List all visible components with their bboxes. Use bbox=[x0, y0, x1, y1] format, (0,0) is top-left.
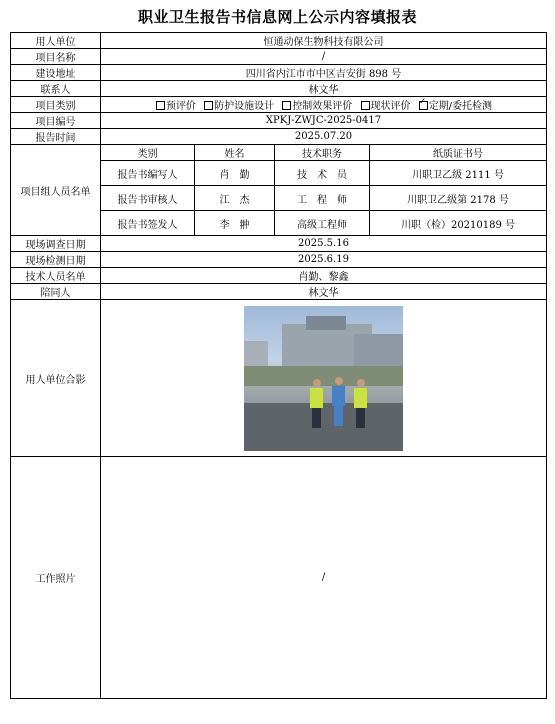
project-no-row bbox=[11, 113, 547, 129]
work-photo-row bbox=[11, 457, 547, 699]
team-name: 肖 勤 bbox=[195, 161, 275, 186]
team-name: 李 翀 bbox=[195, 211, 275, 236]
project-no-label: 项目编号 bbox=[11, 113, 101, 129]
team-header-row bbox=[11, 145, 547, 161]
report-time-label: 报告时间 bbox=[11, 129, 101, 145]
employer-row bbox=[11, 33, 547, 49]
escort-row bbox=[11, 284, 547, 300]
team-name: 江 杰 bbox=[195, 186, 275, 211]
tech-staff-row bbox=[11, 268, 547, 284]
project-name-row bbox=[11, 49, 547, 65]
team-header-cert: 纸质证书号 bbox=[370, 145, 547, 161]
address-value: 四川省内江市市中区吉安街 898 号 bbox=[101, 65, 547, 81]
team-label: 项目组人员名单 bbox=[11, 145, 101, 236]
report-time-row bbox=[11, 129, 547, 145]
contact-label: 联系人 bbox=[11, 81, 101, 97]
group-photo-label: 用人单位合影 bbox=[11, 300, 101, 457]
checkbox-pre-evaluation[interactable] bbox=[156, 101, 165, 110]
work-photo-value: / bbox=[101, 457, 547, 699]
survey-date-label: 现场调查日期 bbox=[11, 236, 101, 252]
option-control-effect: 控制效果评价 bbox=[292, 101, 353, 112]
option-protection-design: 防护设施设计 bbox=[214, 101, 275, 112]
team-title: 技 术 员 bbox=[275, 161, 370, 186]
escort-label: 陪同人 bbox=[11, 284, 101, 300]
page-title: 职业卫生报告书信息网上公示内容填报表 bbox=[137, 8, 417, 26]
project-name-value: / bbox=[101, 49, 547, 65]
group-photo-row bbox=[11, 300, 547, 457]
test-date-label: 现场检测日期 bbox=[11, 252, 101, 268]
checkbox-status-evaluation[interactable] bbox=[361, 101, 370, 110]
team-title: 高级工程师 bbox=[275, 211, 370, 236]
team-title: 工 程 师 bbox=[275, 186, 370, 211]
team-role: 报告书审核人 bbox=[101, 186, 195, 211]
checkbox-control-effect[interactable] bbox=[282, 101, 291, 110]
tech-staff-value: 肖勤、黎鑫 bbox=[101, 268, 547, 284]
report-time-value: 2025.07.20 bbox=[101, 129, 547, 145]
team-cert: 川职卫乙级 2111 号 bbox=[370, 161, 547, 186]
category-row bbox=[11, 97, 547, 113]
team-role: 报告书签发人 bbox=[101, 211, 195, 236]
test-date-value: 2025.6.19 bbox=[101, 252, 547, 268]
disclosure-form-table bbox=[10, 32, 547, 699]
contact-row bbox=[11, 81, 547, 97]
checkbox-protection-design[interactable] bbox=[204, 101, 213, 110]
team-header-name: 姓名 bbox=[195, 145, 275, 161]
team-header-title: 技术职务 bbox=[275, 145, 370, 161]
survey-date-row bbox=[11, 236, 547, 252]
address-label: 建设地址 bbox=[11, 65, 101, 81]
contact-value: 林文华 bbox=[101, 81, 547, 97]
survey-date-value: 2025.5.16 bbox=[101, 236, 547, 252]
tech-staff-label: 技术人员名单 bbox=[11, 268, 101, 284]
employer-label: 用人单位 bbox=[11, 33, 101, 49]
project-name-label: 项目名称 bbox=[11, 49, 101, 65]
option-periodic-testing: 定期/委托检测 bbox=[428, 101, 493, 112]
option-status-evaluation: 现状评价 bbox=[370, 101, 411, 112]
test-date-row bbox=[11, 252, 547, 268]
category-label: 项目类别 bbox=[11, 97, 101, 113]
group-photo-image bbox=[244, 306, 403, 451]
work-photo-label: 工作照片 bbox=[11, 457, 101, 699]
project-no-value: XPKJ-ZWJC-2025-0417 bbox=[101, 113, 547, 129]
team-role: 报告书编写人 bbox=[101, 161, 195, 186]
option-pre-evaluation: 预评价 bbox=[165, 101, 196, 112]
team-cert: 川职（检）20210189 号 bbox=[370, 211, 547, 236]
address-row bbox=[11, 65, 547, 81]
category-options bbox=[101, 97, 547, 113]
employer-value: 恒通动保生物科技有限公司 bbox=[101, 33, 547, 49]
group-photo-cell bbox=[101, 300, 547, 457]
escort-value: 林文华 bbox=[101, 284, 547, 300]
checkbox-periodic-testing[interactable] bbox=[419, 101, 428, 110]
team-cert: 川职卫乙级第 2178 号 bbox=[370, 186, 547, 211]
team-header-category: 类别 bbox=[101, 145, 195, 161]
